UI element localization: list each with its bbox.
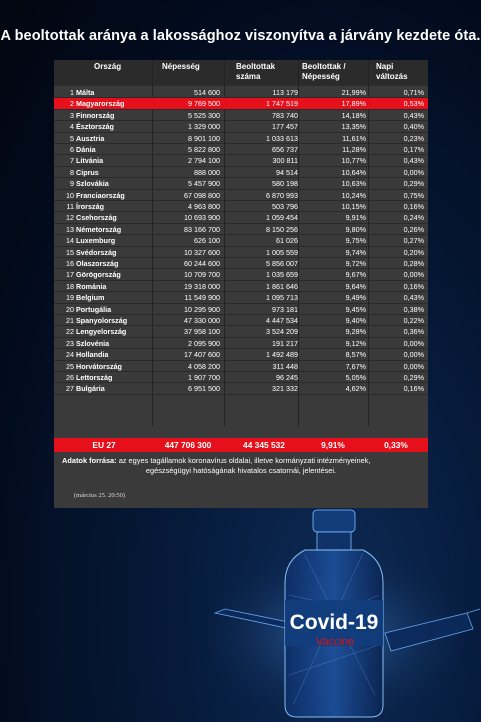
row-country: Litvánia <box>76 156 104 166</box>
eu-total-row <box>54 438 428 452</box>
row-country: Franciaország <box>76 190 125 200</box>
row-ratio: 9,80% <box>345 224 366 234</box>
table-row <box>54 121 428 132</box>
row-daily-change: 0,23% <box>403 133 424 143</box>
row-country: Horvátország <box>76 361 122 371</box>
source-line-1: az egyes tagállamok koronavírus oldalai, illetve kormányzati intézményeinek, <box>118 456 371 465</box>
row-number: 13 <box>66 224 74 234</box>
row-ratio: 9,75% <box>345 236 366 246</box>
table-row <box>54 98 428 109</box>
row-daily-change: 0,00% <box>403 270 424 280</box>
row-number: 21 <box>66 316 74 325</box>
table-row <box>54 133 428 144</box>
header-vaccinated-2: száma <box>236 72 261 81</box>
row-ratio: 10,15% <box>341 202 366 211</box>
header-country: Ország <box>94 62 122 71</box>
row-country: Svédország <box>76 247 117 257</box>
vial-subtitle: Vaccine <box>315 636 355 648</box>
row-ratio: 10,24% <box>341 190 366 200</box>
row-country: Románia <box>76 281 107 291</box>
row-vaccinated: 4 447 534 <box>266 316 298 325</box>
row-daily-change: 0,27% <box>403 236 424 246</box>
row-daily-change: 0,71% <box>403 88 424 97</box>
row-ratio: 10,77% <box>341 156 366 166</box>
row-vaccinated: 191 217 <box>272 338 298 348</box>
row-population: 1 907 700 <box>188 373 220 382</box>
row-country: Észtország <box>76 122 114 132</box>
row-country: Lettország <box>76 373 113 382</box>
row-daily-change: 0,38% <box>403 304 424 314</box>
table-row <box>54 235 428 246</box>
table-row <box>54 383 428 394</box>
row-country: Lengyelország <box>76 327 127 337</box>
table-row <box>54 87 428 98</box>
row-vaccinated: 8 150 256 <box>266 224 298 234</box>
row-ratio: 8,57% <box>345 350 366 360</box>
eu-total-vaccinated: 44 345 532 <box>243 440 285 450</box>
row-number: 5 <box>70 133 74 143</box>
row-daily-change: 0,16% <box>403 384 424 394</box>
row-number: 19 <box>66 293 74 303</box>
row-ratio: 9,49% <box>345 293 366 303</box>
row-daily-change: 0,36% <box>403 327 424 337</box>
row-population: 626 100 <box>194 236 220 246</box>
row-population: 19 318 000 <box>184 281 220 291</box>
row-vaccinated: 94 514 <box>276 167 298 177</box>
row-population: 4 058 200 <box>188 361 220 371</box>
row-number: 26 <box>66 373 74 382</box>
row-number: 14 <box>66 236 74 246</box>
table-row <box>54 349 428 360</box>
row-vaccinated: 3 524 209 <box>266 327 298 337</box>
row-population: 1 329 000 <box>188 122 220 132</box>
row-daily-change: 0,00% <box>403 361 424 371</box>
row-population: 17 407 600 <box>184 350 220 360</box>
row-vaccinated: 656 737 <box>272 145 298 154</box>
row-country: Málta <box>76 88 95 97</box>
vial-title: Covid-19 <box>289 611 379 634</box>
row-population: 2 095 900 <box>188 338 220 348</box>
row-population: 5 457 900 <box>188 179 220 189</box>
table-row <box>54 281 428 292</box>
row-ratio: 4,62% <box>345 384 366 394</box>
row-country: Csehország <box>76 213 117 223</box>
row-daily-change: 0,16% <box>403 281 424 291</box>
header-population: Népesség <box>162 62 200 71</box>
table-row <box>54 224 428 235</box>
row-vaccinated: 1 492 489 <box>266 350 298 360</box>
row-daily-change: 0,28% <box>403 259 424 268</box>
row-daily-change: 0,29% <box>403 373 424 382</box>
row-vaccinated: 1 747 519 <box>266 99 298 109</box>
row-population: 6 951 500 <box>188 384 220 394</box>
row-ratio: 11,28% <box>342 145 366 154</box>
row-number: 3 <box>70 110 74 120</box>
row-ratio: 9,28% <box>345 327 366 337</box>
row-vaccinated: 6 870 993 <box>266 190 298 200</box>
row-country: Ausztria <box>76 133 105 143</box>
row-daily-change: 0,29% <box>403 179 424 189</box>
row-country: Magyarország <box>76 99 125 109</box>
row-vaccinated: 1 095 713 <box>266 293 298 303</box>
row-ratio: 10,63% <box>341 179 366 189</box>
row-vaccinated: 503 796 <box>272 202 298 211</box>
row-country: Szlovákia <box>76 179 109 189</box>
row-ratio: 9,91% <box>345 213 366 223</box>
row-population: 4 963 800 <box>188 202 220 211</box>
header-ratio-2: Népesség <box>302 72 340 81</box>
row-population: 2 794 100 <box>188 156 220 166</box>
row-country: Spanyolország <box>76 316 128 325</box>
row-country: Írország <box>76 202 104 211</box>
row-daily-change: 0,20% <box>403 247 424 257</box>
table-row <box>54 326 428 337</box>
table-row <box>54 201 428 212</box>
row-daily-change: 0,22% <box>403 316 424 325</box>
row-vaccinated: 580 198 <box>272 179 298 189</box>
row-number: 24 <box>66 350 74 360</box>
row-daily-change: 0,17% <box>403 145 424 154</box>
row-country: Belgium <box>76 293 105 303</box>
row-number: 17 <box>66 270 74 280</box>
row-daily-change: 0,75% <box>403 190 424 200</box>
row-ratio: 9,72% <box>345 259 366 268</box>
row-country: Ciprus <box>76 167 99 177</box>
table-row <box>54 167 428 178</box>
row-number: 16 <box>66 259 74 268</box>
row-ratio: 5,05% <box>345 373 366 382</box>
source-line-2: egészségügyi hatóságának hivatalos csatornái, jelentései. <box>145 466 337 475</box>
row-vaccinated: 783 740 <box>272 110 298 120</box>
row-vaccinated: 973 181 <box>272 304 298 314</box>
header-ratio-1: Beoltottak / <box>302 62 346 71</box>
table-header <box>54 60 428 86</box>
row-daily-change: 0,43% <box>403 156 424 166</box>
row-country: Bulgária <box>76 384 105 394</box>
row-daily-change: 0,43% <box>403 110 424 120</box>
eu-total-daily: 0,33% <box>384 440 408 450</box>
row-daily-change: 0,40% <box>403 122 424 132</box>
row-ratio: 21,99% <box>341 88 366 97</box>
row-number: 7 <box>70 156 74 166</box>
table-row <box>54 247 428 258</box>
row-population: 10 709 700 <box>184 270 220 280</box>
row-population: 67 098 800 <box>184 190 220 200</box>
row-number: 1 <box>70 88 74 97</box>
row-number: 2 <box>70 99 74 109</box>
row-daily-change: 0,26% <box>403 224 424 234</box>
row-daily-change: 0,43% <box>403 293 424 303</box>
row-vaccinated: 1 861 646 <box>266 281 298 291</box>
row-number: 9 <box>70 179 74 189</box>
row-country: Hollandia <box>76 350 109 360</box>
row-number: 20 <box>66 304 74 314</box>
row-number: 6 <box>70 145 74 154</box>
table-row <box>54 372 428 383</box>
row-number: 15 <box>66 247 74 257</box>
row-number: 23 <box>66 338 74 348</box>
row-ratio: 11,61% <box>342 133 366 143</box>
row-country: Finnország <box>76 110 115 120</box>
table-row <box>54 258 428 269</box>
data-table-panel <box>54 60 428 508</box>
table-row <box>54 315 428 326</box>
row-vaccinated: 113 179 <box>272 88 298 97</box>
header-vaccinated-1: Beoltottak <box>236 62 276 71</box>
row-ratio: 9,74% <box>345 247 366 257</box>
table-row <box>54 338 428 349</box>
row-population: 5 525 300 <box>188 110 220 120</box>
source-label: Adatok forrása: <box>62 456 117 465</box>
row-population: 37 958 100 <box>184 327 220 337</box>
table-row <box>54 304 428 315</box>
row-country: Németország <box>76 224 122 234</box>
vaccine-vial-illustration <box>205 505 481 722</box>
row-daily-change: 0,24% <box>403 213 424 223</box>
row-ratio: 14,18% <box>341 110 366 120</box>
page-title: A beoltottak aránya a lakossághoz viszonyítva a járvány kezdete óta. <box>0 28 481 44</box>
row-population: 514 600 <box>194 88 220 97</box>
row-daily-change: 0,16% <box>403 202 424 211</box>
row-vaccinated: 61 026 <box>276 236 298 246</box>
row-population: 11 549 900 <box>184 293 220 303</box>
row-number: 10 <box>66 190 74 200</box>
row-ratio: 13,35% <box>341 122 366 132</box>
row-population: 888 000 <box>194 167 220 177</box>
row-number: 11 <box>66 202 74 211</box>
row-vaccinated: 311 448 <box>272 361 298 371</box>
row-country: Portugália <box>76 304 112 314</box>
row-country: Luxemburg <box>76 236 116 246</box>
row-vaccinated: 300 811 <box>272 156 298 166</box>
row-population: 10 327 600 <box>184 247 220 257</box>
row-vaccinated: 177 457 <box>272 122 298 132</box>
row-daily-change: 0,00% <box>403 350 424 360</box>
table-row <box>54 178 428 189</box>
row-vaccinated: 96 245 <box>276 373 298 382</box>
table-row <box>54 110 428 121</box>
source-note <box>62 456 420 476</box>
table-row <box>54 190 428 201</box>
row-population: 83 166 700 <box>184 224 220 234</box>
row-ratio: 9,67% <box>345 270 366 280</box>
row-population: 10 295 900 <box>184 304 220 314</box>
row-vaccinated: 5 856 007 <box>266 259 298 268</box>
table-row <box>54 212 428 223</box>
row-number: 8 <box>70 167 74 177</box>
row-ratio: 9,40% <box>345 316 366 325</box>
table-row <box>54 144 428 155</box>
row-vaccinated: 1 059 454 <box>266 213 298 223</box>
header-daily-2: változás <box>376 72 408 81</box>
row-ratio: 10,64% <box>341 167 366 177</box>
row-ratio: 9,12% <box>345 338 366 348</box>
table-row <box>54 361 428 372</box>
table-row <box>54 292 428 303</box>
eu-total-label: EU 27 <box>92 440 116 450</box>
row-population: 47 330 000 <box>184 316 220 325</box>
row-country: Szlovénia <box>76 338 110 348</box>
row-daily-change: 0,00% <box>403 167 424 177</box>
row-ratio: 9,45% <box>345 304 366 314</box>
row-population: 10 693 900 <box>184 213 220 223</box>
row-vaccinated: 1 033 613 <box>266 133 298 143</box>
table-row <box>54 269 428 280</box>
row-number: 4 <box>70 122 74 132</box>
row-daily-change: 0,00% <box>403 338 424 348</box>
row-population: 9 769 500 <box>188 99 220 109</box>
row-country: Görögország <box>76 270 121 280</box>
eu-total-population: 447 706 300 <box>164 440 212 450</box>
row-number: 12 <box>66 213 74 223</box>
row-vaccinated: 1 035 659 <box>266 270 298 280</box>
row-country: Dánia <box>76 145 96 154</box>
row-population: 60 244 600 <box>184 259 220 268</box>
row-vaccinated: 321 332 <box>272 384 298 394</box>
eu-total-ratio: 9,91% <box>321 440 345 450</box>
row-number: 18 <box>66 281 74 291</box>
row-population: 5 822 800 <box>188 145 220 154</box>
row-number: 27 <box>66 384 74 394</box>
row-ratio: 9,64% <box>345 281 366 291</box>
row-number: 25 <box>66 361 74 371</box>
row-country: Olaszország <box>76 259 119 268</box>
row-daily-change: 0,53% <box>403 99 424 109</box>
row-vaccinated: 1 005 559 <box>266 247 298 257</box>
timestamp: (március 25. 20:50) <box>74 492 126 499</box>
header-daily-1: Napi <box>376 62 394 71</box>
row-population: 8 901 100 <box>188 133 220 143</box>
row-number: 22 <box>66 327 74 337</box>
table-row <box>54 155 428 166</box>
row-ratio: 7,67% <box>345 361 366 371</box>
row-ratio: 17,89% <box>341 99 366 109</box>
